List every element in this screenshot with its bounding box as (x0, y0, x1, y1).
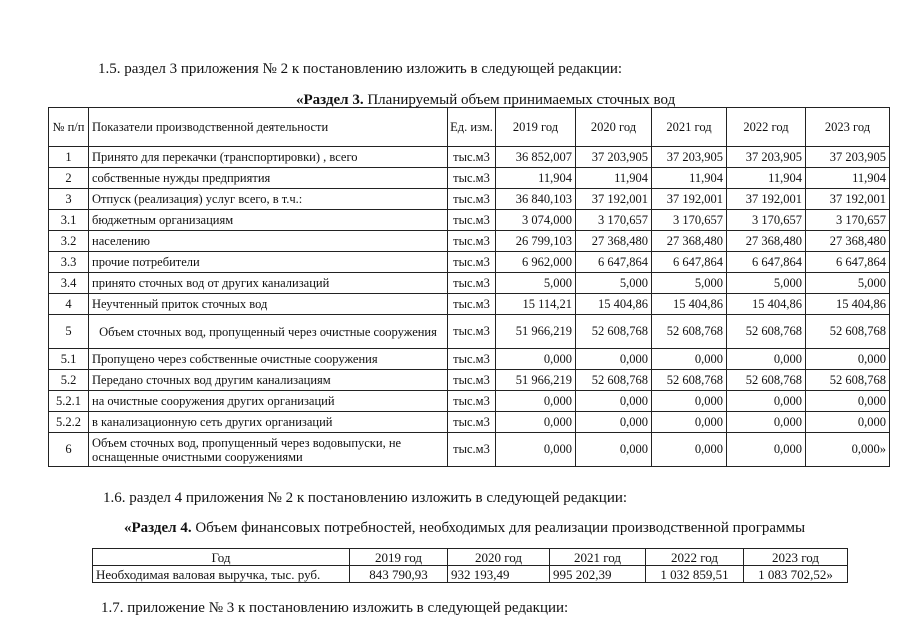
row-value: 3 170,657 (727, 210, 806, 231)
row-value: 0,000» (806, 433, 890, 467)
table-row (49, 168, 890, 189)
section-4-table (92, 548, 848, 583)
row-unit: тыс.м3 (448, 294, 496, 315)
row-value: 15 114,21 (496, 294, 576, 315)
table-row (49, 294, 890, 315)
row-number: 3.3 (49, 252, 89, 273)
row-value: 3 170,657 (806, 210, 890, 231)
row-unit: тыс.м3 (448, 210, 496, 231)
row-value: 0,000 (576, 433, 652, 467)
row-value: 0,000 (496, 391, 576, 412)
row-value: 51 966,219 (496, 315, 576, 349)
row-value: 37 203,905 (727, 147, 806, 168)
row-number: 3.4 (49, 273, 89, 294)
row-value: 0,000 (496, 349, 576, 370)
row-number: 5.2.2 (49, 412, 89, 433)
row-indicator: на очистные сооружения других организаций (89, 391, 448, 412)
row-value: 37 203,905 (806, 147, 890, 168)
row-indicator: Пропущено через собственные очистные сооружения (89, 349, 448, 370)
row-value: 0,000 (727, 433, 806, 467)
row-value: 52 608,768 (652, 370, 727, 391)
row-value: 37 192,001 (727, 189, 806, 210)
header-2022: 2022 год (646, 549, 744, 566)
row-value: 0,000 (727, 412, 806, 433)
row-value: 0,000 (727, 349, 806, 370)
row-value: 37 203,905 (576, 147, 652, 168)
row-value: 5,000 (727, 273, 806, 294)
row-number: 5 (49, 315, 89, 349)
row-value: 15 404,86 (727, 294, 806, 315)
row-value: 3 074,000 (496, 210, 576, 231)
row-value: 6 647,864 (576, 252, 652, 273)
row-value: 0,000 (806, 412, 890, 433)
row-value: 52 608,768 (727, 370, 806, 391)
row-value: 52 608,768 (652, 315, 727, 349)
row-indicator: Передано сточных вод другим канализациям (89, 370, 448, 391)
row-indicator: принято сточных вод от других канализаций (89, 273, 448, 294)
row-number: 5.2.1 (49, 391, 89, 412)
header-2023: 2023 год (744, 549, 848, 566)
table-row (49, 433, 890, 467)
row-value: 15 404,86 (576, 294, 652, 315)
row-value: 5,000 (652, 273, 727, 294)
section-4-title (124, 520, 805, 537)
row-indicator: прочие потребители (89, 252, 448, 273)
row-value: 6 647,864 (727, 252, 806, 273)
table-row (93, 566, 848, 583)
row-value: 52 608,768 (806, 370, 890, 391)
table-row (49, 370, 890, 391)
table-row (49, 349, 890, 370)
row-number: 3 (49, 189, 89, 210)
row-indicator: населению (89, 231, 448, 252)
row-value: 0,000 (576, 412, 652, 433)
section-3-table (48, 107, 890, 467)
row-unit: тыс.м3 (448, 349, 496, 370)
revenue-2020: 932 193,49 (448, 566, 550, 583)
row-value: 26 799,103 (496, 231, 576, 252)
row-indicator: собственные нужды предприятия (89, 168, 448, 189)
paragraph-1-6: 1.6. раздел 4 приложения № 2 к постановлению изложить в следующей редакции: (103, 490, 628, 506)
row-value: 6 647,864 (652, 252, 727, 273)
section-3-title-bold: «Раздел 3. (296, 92, 364, 108)
row-value: 15 404,86 (806, 294, 890, 315)
row-value: 5,000 (576, 273, 652, 294)
row-value: 0,000 (806, 349, 890, 370)
row-unit: тыс.м3 (448, 252, 496, 273)
header-2020: 2020 год (576, 108, 652, 147)
row-value: 51 966,219 (496, 370, 576, 391)
row-unit: тыс.м3 (448, 412, 496, 433)
table-row (49, 252, 890, 273)
row-unit: тыс.м3 (448, 147, 496, 168)
table-row (49, 412, 890, 433)
row-unit: тыс.м3 (448, 189, 496, 210)
row-number: 2 (49, 168, 89, 189)
row-number: 6 (49, 433, 89, 467)
row-value: 0,000 (576, 391, 652, 412)
row-value: 37 203,905 (652, 147, 727, 168)
revenue-2021: 995 202,39 (550, 566, 646, 583)
header-2023: 2023 год (806, 108, 890, 147)
section-3-title-text: Планируемый объем принимаемых сточных вод (363, 92, 676, 108)
row-value: 0,000 (652, 412, 727, 433)
row-number: 5.2 (49, 370, 89, 391)
row-value: 6 647,864 (806, 252, 890, 273)
row-value: 0,000 (652, 433, 727, 467)
row-number: 5.1 (49, 349, 89, 370)
row-value: 15 404,86 (652, 294, 727, 315)
row-value: 27 368,480 (576, 231, 652, 252)
row-value: 11,904 (806, 168, 890, 189)
table-row (49, 147, 890, 168)
row-value: 37 192,001 (576, 189, 652, 210)
header-2020: 2020 год (448, 549, 550, 566)
header-no: № п/п (49, 108, 89, 147)
table-row (49, 315, 890, 349)
row-value: 0,000 (496, 412, 576, 433)
header-2021: 2021 год (652, 108, 727, 147)
table-row (49, 210, 890, 231)
header-2021: 2021 год (550, 549, 646, 566)
row-unit: тыс.м3 (448, 273, 496, 294)
row-unit: тыс.м3 (448, 168, 496, 189)
table-row (49, 189, 890, 210)
row-number: 3.2 (49, 231, 89, 252)
row-indicator: Принято для перекачки (транспортировки) , всего (89, 147, 448, 168)
row-unit: тыс.м3 (448, 315, 496, 349)
row-indicator: Отпуск (реализация) услуг всего, в т.ч.: (89, 189, 448, 210)
section-4-title-bold: «Раздел 4. (124, 520, 192, 536)
header-2019: 2019 год (496, 108, 576, 147)
row-value: 3 170,657 (652, 210, 727, 231)
row-value: 11,904 (652, 168, 727, 189)
header-unit: Ед. изм. (448, 108, 496, 147)
row-value: 52 608,768 (727, 315, 806, 349)
row-value: 11,904 (727, 168, 806, 189)
row-value: 0,000 (727, 391, 806, 412)
section-4-title-text: Объем финансовых потребностей, необходимых для реализации производственной программы (191, 520, 806, 536)
row-value: 36 852,007 (496, 147, 576, 168)
revenue-label: Необходимая валовая выручка, тыс. руб. (93, 566, 350, 583)
row-number: 1 (49, 147, 89, 168)
row-indicator: бюджетным организациям (89, 210, 448, 231)
paragraph-1-5: 1.5. раздел 3 приложения № 2 к постановлению изложить в следующей редакции: (98, 61, 623, 77)
table-row (49, 231, 890, 252)
row-value: 0,000 (576, 349, 652, 370)
row-value: 36 840,103 (496, 189, 576, 210)
row-value: 11,904 (496, 168, 576, 189)
table-header-row (93, 549, 848, 566)
row-value: 37 192,001 (806, 189, 890, 210)
row-value: 0,000 (806, 391, 890, 412)
header-indicator: Показатели производственной деятельности (89, 108, 448, 147)
row-value: 3 170,657 (576, 210, 652, 231)
row-unit: тыс.м3 (448, 433, 496, 467)
revenue-2022: 1 032 859,51 (646, 566, 744, 583)
row-indicator: Объем сточных вод, пропущенный через очистные сооружения (89, 315, 448, 349)
row-value: 27 368,480 (727, 231, 806, 252)
table-header-row (49, 108, 890, 147)
row-value: 0,000 (652, 349, 727, 370)
row-unit: тыс.м3 (448, 370, 496, 391)
row-value: 52 608,768 (806, 315, 890, 349)
row-indicator: Объем сточных вод, пропущенный через водовыпуски, не оснащенные очистными сооружениями (89, 433, 448, 467)
row-value: 0,000 (652, 391, 727, 412)
row-number: 4 (49, 294, 89, 315)
row-value: 27 368,480 (806, 231, 890, 252)
row-value: 6 962,000 (496, 252, 576, 273)
row-value: 5,000 (806, 273, 890, 294)
header-year: Год (93, 549, 350, 566)
revenue-2019: 843 790,93 (350, 566, 448, 583)
revenue-2023: 1 083 702,52» (744, 566, 848, 583)
row-value: 0,000 (496, 433, 576, 467)
row-value: 52 608,768 (576, 370, 652, 391)
row-unit: тыс.м3 (448, 231, 496, 252)
row-value: 37 192,001 (652, 189, 727, 210)
header-2019: 2019 год (350, 549, 448, 566)
row-number: 3.1 (49, 210, 89, 231)
row-value: 27 368,480 (652, 231, 727, 252)
row-indicator: в канализационную сеть других организаций (89, 412, 448, 433)
row-value: 52 608,768 (576, 315, 652, 349)
row-unit: тыс.м3 (448, 391, 496, 412)
table-row (49, 391, 890, 412)
row-value: 11,904 (576, 168, 652, 189)
header-2022: 2022 год (727, 108, 806, 147)
row-value: 5,000 (496, 273, 576, 294)
paragraph-1-7: 1.7. приложение № 3 к постановлению изложить в следующей редакции: (101, 600, 569, 616)
table-row (49, 273, 890, 294)
row-indicator: Неучтенный приток сточных вод (89, 294, 448, 315)
